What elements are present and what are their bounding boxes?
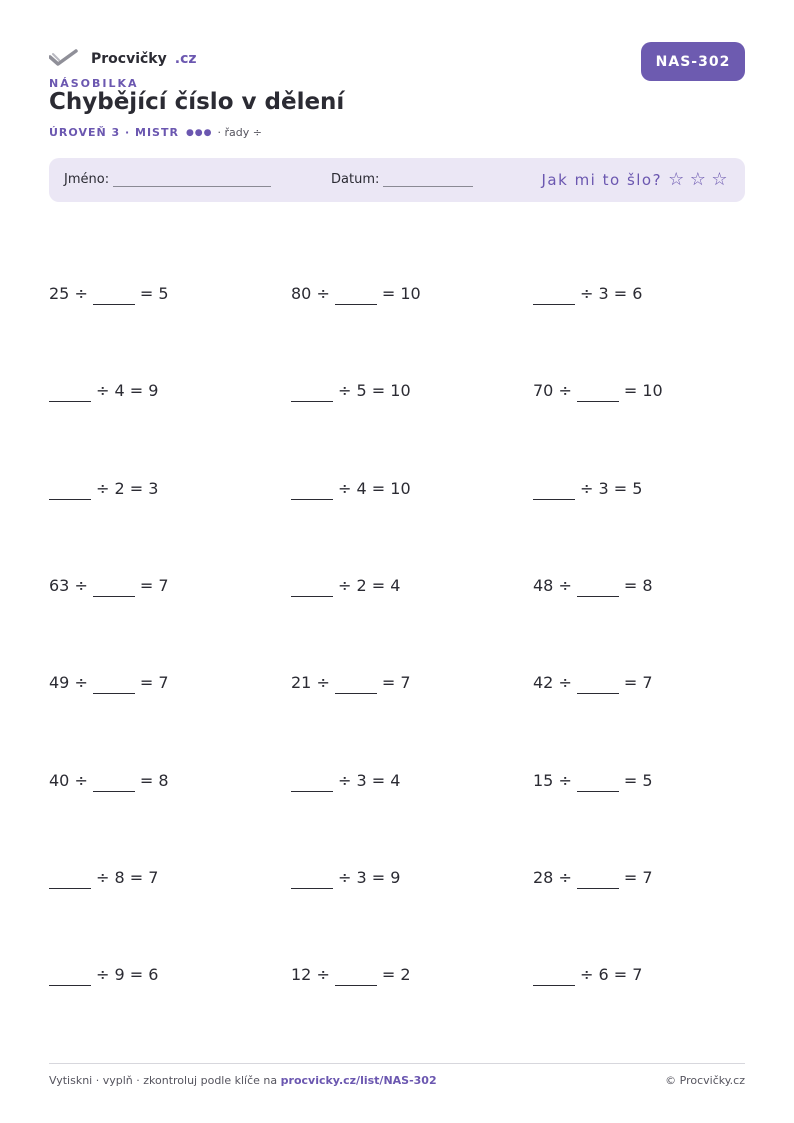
quotient: 10: [390, 381, 411, 400]
dividend: 63: [49, 576, 70, 595]
quotient: 5: [642, 771, 653, 790]
date-field[interactable]: [331, 172, 473, 187]
answer-blank[interactable]: [577, 872, 619, 889]
problem-item: [49, 381, 158, 400]
operator: =: [371, 479, 391, 498]
operator: =: [139, 771, 159, 790]
divisor: 8: [114, 868, 125, 887]
problem-item: [49, 576, 169, 595]
operator: =: [381, 673, 401, 692]
problem-item: [291, 284, 421, 303]
dividend: 25: [49, 284, 70, 303]
quotient: 10: [642, 381, 663, 400]
problem-item: [291, 868, 400, 887]
answer-blank[interactable]: [577, 677, 619, 694]
footer-copyright: © Procvičky.cz: [665, 1074, 745, 1087]
difficulty-dots: ●●●: [185, 127, 213, 138]
operator: =: [381, 965, 401, 984]
operator: =: [613, 479, 633, 498]
operator: ÷: [580, 479, 594, 498]
rating-stars: [668, 169, 729, 190]
quotient: 4: [390, 771, 401, 790]
answer-blank[interactable]: [93, 580, 135, 597]
problem-item: [533, 381, 663, 400]
operator: ÷: [338, 479, 352, 498]
operator: ÷: [96, 479, 110, 498]
operator: ÷: [558, 576, 572, 595]
operator: ÷: [96, 965, 110, 984]
quotient: 9: [148, 381, 159, 400]
quotient: 7: [148, 868, 159, 887]
footer-divider: [49, 1063, 745, 1064]
brand-logo: [49, 48, 197, 70]
dividend: 49: [49, 673, 70, 692]
quotient: 8: [642, 576, 653, 595]
info-bar: [49, 158, 745, 202]
operator: =: [129, 868, 149, 887]
quotient: 4: [390, 576, 401, 595]
dividend: 15: [533, 771, 554, 790]
problem-item: [533, 771, 653, 790]
rating-label: Jak mi to šlo?: [541, 170, 663, 189]
answer-key-link[interactable]: procvicky.cz/list/NAS-302: [280, 1074, 437, 1087]
problem-item: [533, 965, 642, 984]
divisor: 5: [356, 381, 367, 400]
divisor: 9: [114, 965, 125, 984]
quotient: 6: [148, 965, 159, 984]
quotient: 10: [390, 479, 411, 498]
operator: =: [623, 868, 643, 887]
divisor: 3: [598, 479, 609, 498]
answer-blank[interactable]: [93, 288, 135, 305]
operator: =: [613, 284, 633, 303]
problem-item: [291, 381, 411, 400]
footer-text: Vytiskni · vyplň · zkontroluj podle klíče na: [49, 1074, 278, 1087]
operator: =: [129, 479, 149, 498]
problem-item: [49, 673, 169, 692]
operator: ÷: [74, 673, 88, 692]
answer-blank[interactable]: [291, 872, 333, 889]
operator: =: [613, 965, 633, 984]
quotient: 8: [158, 771, 169, 790]
divisor: 2: [356, 576, 367, 595]
quotient: 7: [400, 673, 411, 692]
operator: =: [623, 381, 643, 400]
answer-blank[interactable]: [49, 872, 91, 889]
operator: ÷: [338, 576, 352, 595]
operator: =: [129, 381, 149, 400]
dividend: 42: [533, 673, 554, 692]
dividend: 28: [533, 868, 554, 887]
divisor: 2: [114, 479, 125, 498]
quotient: 5: [158, 284, 169, 303]
quotient: 2: [400, 965, 411, 984]
operator: =: [371, 771, 391, 790]
name-line[interactable]: [113, 174, 271, 187]
quotient: 7: [158, 576, 169, 595]
answer-blank[interactable]: [49, 385, 91, 402]
level-line: [49, 126, 262, 139]
quotient: 9: [390, 868, 401, 887]
worksheet-code-badge: NAS-302: [641, 42, 745, 81]
answer-blank[interactable]: [49, 969, 91, 986]
operator: =: [139, 576, 159, 595]
operator: ÷: [580, 284, 594, 303]
operator: =: [371, 381, 391, 400]
divisor: 3: [356, 771, 367, 790]
problem-item: [291, 576, 400, 595]
answer-blank[interactable]: [335, 969, 377, 986]
problem-item: [49, 284, 169, 303]
problem-item: [533, 576, 653, 595]
problem-item: [49, 479, 158, 498]
problem-item: [49, 965, 158, 984]
operator: ÷: [96, 868, 110, 887]
star-icon[interactable]: ☆: [689, 169, 708, 190]
quotient: 10: [400, 284, 421, 303]
operator: ÷: [580, 965, 594, 984]
dividend: 70: [533, 381, 554, 400]
answer-blank[interactable]: [291, 483, 333, 500]
problem-item: [533, 673, 653, 692]
answer-blank[interactable]: [577, 775, 619, 792]
answer-blank[interactable]: [291, 775, 333, 792]
answer-blank[interactable]: [93, 677, 135, 694]
operator: ÷: [338, 381, 352, 400]
operator: ÷: [96, 381, 110, 400]
brand-name: Procvičky: [91, 51, 167, 67]
problem-item: [49, 771, 169, 790]
divisor: 4: [114, 381, 125, 400]
dividend: 80: [291, 284, 312, 303]
problem-item: [291, 771, 400, 790]
problem-item: [533, 479, 642, 498]
quotient: 7: [642, 868, 653, 887]
operator: ÷: [338, 771, 352, 790]
quotient: 5: [632, 479, 643, 498]
dividend: 40: [49, 771, 70, 790]
answer-blank[interactable]: [93, 775, 135, 792]
answer-blank[interactable]: [335, 677, 377, 694]
dividend: 21: [291, 673, 312, 692]
answer-blank[interactable]: [577, 580, 619, 597]
operator: =: [139, 284, 159, 303]
divisor: 3: [598, 284, 609, 303]
operator: ÷: [558, 381, 572, 400]
operator: =: [623, 673, 643, 692]
answer-blank[interactable]: [291, 385, 333, 402]
self-rating: [542, 169, 730, 190]
answer-blank[interactable]: [533, 288, 575, 305]
level-label: ÚROVEŇ 3 · MISTR: [49, 126, 179, 139]
checkmark-logo-icon: [49, 49, 79, 69]
quotient: 3: [148, 479, 159, 498]
operator: =: [623, 576, 643, 595]
divisor: 3: [356, 868, 367, 887]
operator: =: [139, 673, 159, 692]
operator: ÷: [316, 965, 330, 984]
dividend: 48: [533, 576, 554, 595]
star-icon[interactable]: ☆: [668, 169, 686, 190]
operator: ÷: [338, 868, 352, 887]
operator: =: [623, 771, 643, 790]
name-label: Jméno:: [64, 172, 110, 187]
problem-item: [291, 479, 411, 498]
footer-instructions: [49, 1074, 437, 1087]
operator: ÷: [316, 673, 330, 692]
topic-label: · řady ÷: [217, 126, 262, 139]
operator: =: [381, 284, 401, 303]
operator: ÷: [558, 673, 572, 692]
divisor: 4: [356, 479, 367, 498]
operator: ÷: [558, 771, 572, 790]
name-field[interactable]: [64, 172, 271, 187]
dividend: 12: [291, 965, 312, 984]
operator: =: [129, 965, 149, 984]
operator: ÷: [558, 868, 572, 887]
problem-item: [49, 868, 158, 887]
operator: =: [371, 868, 391, 887]
answer-blank[interactable]: [291, 580, 333, 597]
operator: ÷: [74, 771, 88, 790]
operator: ÷: [316, 284, 330, 303]
operator: =: [371, 576, 391, 595]
problem-item: [291, 673, 411, 692]
date-line[interactable]: [383, 174, 473, 187]
problem-item: [533, 284, 642, 303]
quotient: 7: [642, 673, 653, 692]
date-label: Datum:: [331, 172, 380, 187]
star-icon[interactable]: ☆: [711, 169, 729, 190]
divisor: 6: [598, 965, 609, 984]
subject-label: NÁSOBILKA: [49, 77, 139, 90]
problem-item: [533, 868, 653, 887]
operator: ÷: [74, 576, 88, 595]
answer-blank[interactable]: [533, 483, 575, 500]
page-title: Chybějící číslo v dělení: [49, 89, 345, 115]
answer-blank[interactable]: [335, 288, 377, 305]
brand-tld: .cz: [174, 51, 197, 67]
answer-blank[interactable]: [49, 483, 91, 500]
quotient: 6: [632, 284, 643, 303]
problem-item: [291, 965, 411, 984]
quotient: 7: [158, 673, 169, 692]
quotient: 7: [632, 965, 643, 984]
answer-blank[interactable]: [533, 969, 575, 986]
operator: ÷: [74, 284, 88, 303]
answer-blank[interactable]: [577, 385, 619, 402]
